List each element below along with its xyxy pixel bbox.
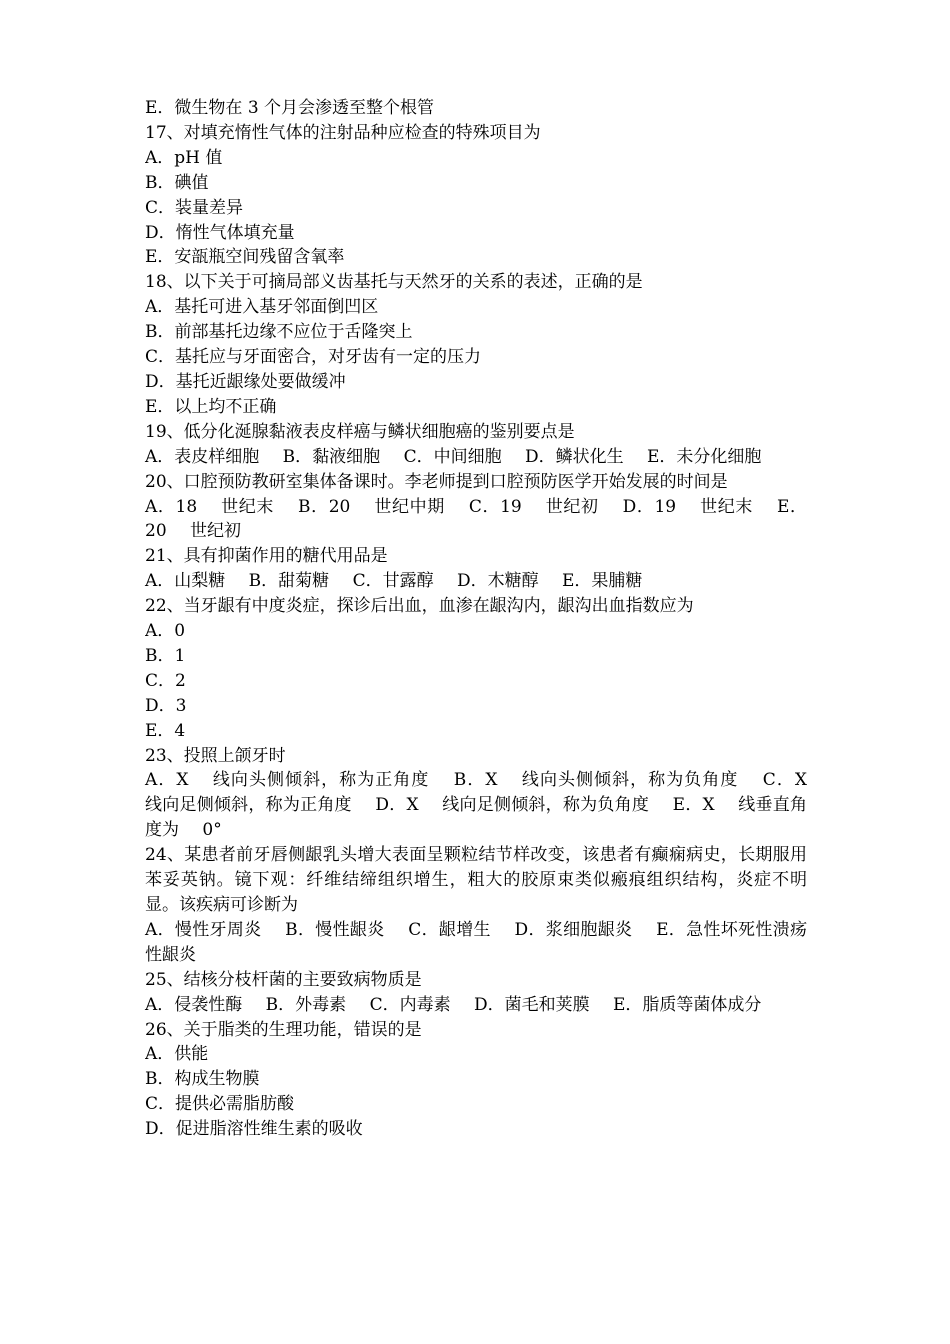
answer-option: D．3 — [145, 695, 187, 716]
answer-option: A．基托可进入基牙邻面倒凹区 — [145, 297, 379, 318]
answer-option: E．以上均不正确 — [145, 396, 277, 417]
answer-option: A．供能 — [145, 1044, 209, 1065]
answer-options: A．X 线向头侧倾斜，称为正角度 B．X 线向头侧倾斜，称为负角度 C．X 线向足侧倾斜，称为正角度 D．X 线向足侧倾斜，称为负角度 E．X 线垂直角度为 0° — [145, 770, 807, 841]
question-text: 21、具有抑菌作用的糖代用品是 — [145, 546, 388, 567]
answer-option: D．惰性气体填充量 — [145, 222, 295, 243]
answer-options: A．表皮样细胞 B．黏液细胞 C．中间细胞 D．鳞状化生 E．未分化细胞 — [145, 446, 762, 467]
answer-option: B．前部基托边缘不应位于舌隆突上 — [145, 322, 413, 343]
question-text: 23、投照上颌牙时 — [145, 745, 286, 766]
question-text: 26、关于脂类的生理功能，错误的是 — [145, 1019, 422, 1040]
answer-option: E．4 — [145, 720, 186, 741]
question-text: 19、低分化涎腺黏液表皮样癌与鳞状细胞癌的鉴别要点是 — [145, 421, 575, 442]
question-text: 17、对填充惰性气体的注射品种应检查的特殊项目为 — [145, 122, 541, 143]
question-text: 25、结核分枝杆菌的主要致病物质是 — [145, 969, 422, 990]
answer-option: B．1 — [145, 645, 186, 666]
question-text: 22、当牙龈有中度炎症，探诊后出血，血渗在龈沟内，龈沟出血指数应为 — [145, 596, 694, 617]
answer-options: A．慢性牙周炎 B．慢性龈炎 C．龈增生 D．浆细胞龈炎 E．急性坏死性溃疡性龈炎 — [145, 919, 807, 965]
answer-option: D．基托近龈缘处要做缓冲 — [145, 371, 346, 392]
answer-option: C．提供必需脂肪酸 — [145, 1094, 295, 1115]
answer-option: A．pH 值 — [145, 147, 223, 168]
answer-option: B．碘值 — [145, 172, 209, 193]
answer-option: E．安瓿瓶空间残留含氧率 — [145, 247, 345, 268]
question-text: 20、口腔预防教研室集体备课时。李老师提到口腔预防医学开始发展的时间是 — [145, 471, 728, 492]
answer-option: C．基托应与牙面密合，对牙齿有一定的压力 — [145, 347, 482, 368]
document-page — [145, 96, 807, 1142]
question-text: 24、某患者前牙唇侧龈乳头增大表面呈颗粒结节样改变，该患者有癫痫病史，长期服用苯妥英钠。镜下观：纤维结缔组织增生，粗大的胶原束类似瘢痕组织结构，炎症不明显。该疾病可诊断为 — [145, 845, 807, 915]
question-text: 18、以下关于可摘局部义齿基托与天然牙的关系的表述，正确的是 — [145, 272, 643, 293]
answer-option: E．微生物在 3 个月会渗透至整个根管 — [145, 98, 435, 118]
answer-option: C．2 — [145, 670, 186, 691]
answer-options: A．18 世纪末 B．20 世纪中期 C．19 世纪初 D．19 世纪末 E．20 世纪初 — [145, 496, 807, 542]
answer-option: A．0 — [145, 621, 186, 642]
answer-options: A．侵袭性酶 B．外毒素 C．内毒素 D．菌毛和荚膜 E．脂质等菌体成分 — [145, 994, 762, 1015]
answer-option: C．装量差异 — [145, 197, 244, 218]
answer-options: A．山梨糖 B．甜菊糖 C．甘露醇 D．木糖醇 E．果脯糖 — [145, 571, 643, 592]
answer-option: D．促进脂溶性维生素的吸收 — [145, 1119, 363, 1140]
answer-option: B．构成生物膜 — [145, 1069, 260, 1090]
